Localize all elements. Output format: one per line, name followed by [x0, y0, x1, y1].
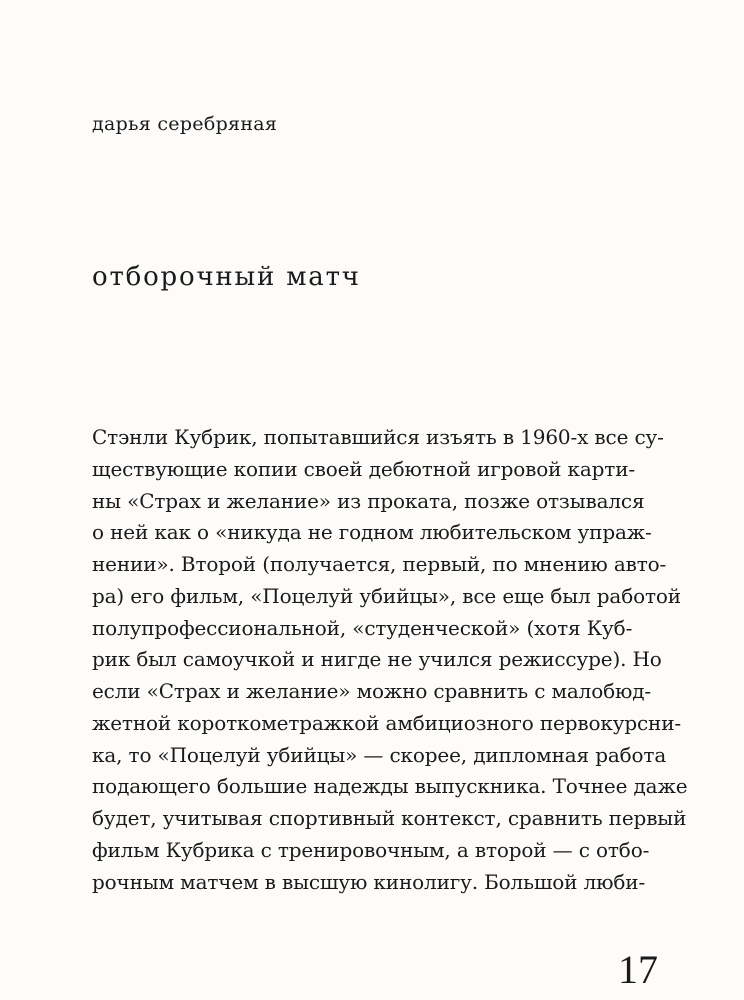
text-line: нении». Второй (получается, первый, по мнению авто-	[92, 552, 667, 576]
text-line: ществующие копии своей дебютной игровой карти-	[92, 456, 636, 481]
text-line: рик был самоучкой и нигде не учился режиссуре). Но	[92, 647, 662, 672]
text-line: ны «Страх и желание» из проката, позже отзывался	[92, 488, 645, 513]
author-name: дарья серебряная	[92, 113, 278, 135]
chapter-title: отборочный матч	[92, 262, 361, 292]
text-line: подающего большие надежды выпускника. Точнее даже	[92, 774, 688, 799]
text-line: если «Страх и желание» можно сравнить с малобюд-	[92, 679, 652, 703]
page-number: 17	[618, 947, 658, 992]
body-paragraph	[92, 422, 688, 898]
text-line: рочным матчем в высшую кинолигу. Большой люби-	[92, 869, 646, 894]
text-line: ра) его фильм, «Поцелуй убийцы», все еще был работой	[92, 583, 681, 608]
text-line: будет, учитывая спортивный контекст, сравнить первый	[92, 806, 687, 830]
text-line: ка, то «Поцелуй убийцы» — скорее, дипломная работа	[92, 742, 667, 767]
text-line: полупрофессиональной, «студенческой» (хотя Куб-	[92, 615, 633, 640]
text-line: фильм Кубрика с тренировочным, а второй — с отбо-	[92, 837, 650, 862]
text-line: Стэнли Кубрик, попытавшийся изъять в 1960-х все су-	[92, 425, 664, 449]
text-line: жетной короткометражкой амбициозного первокурсни-	[92, 710, 682, 735]
text-line: о ней как о «никуда не годном любительском упраж-	[92, 520, 652, 545]
